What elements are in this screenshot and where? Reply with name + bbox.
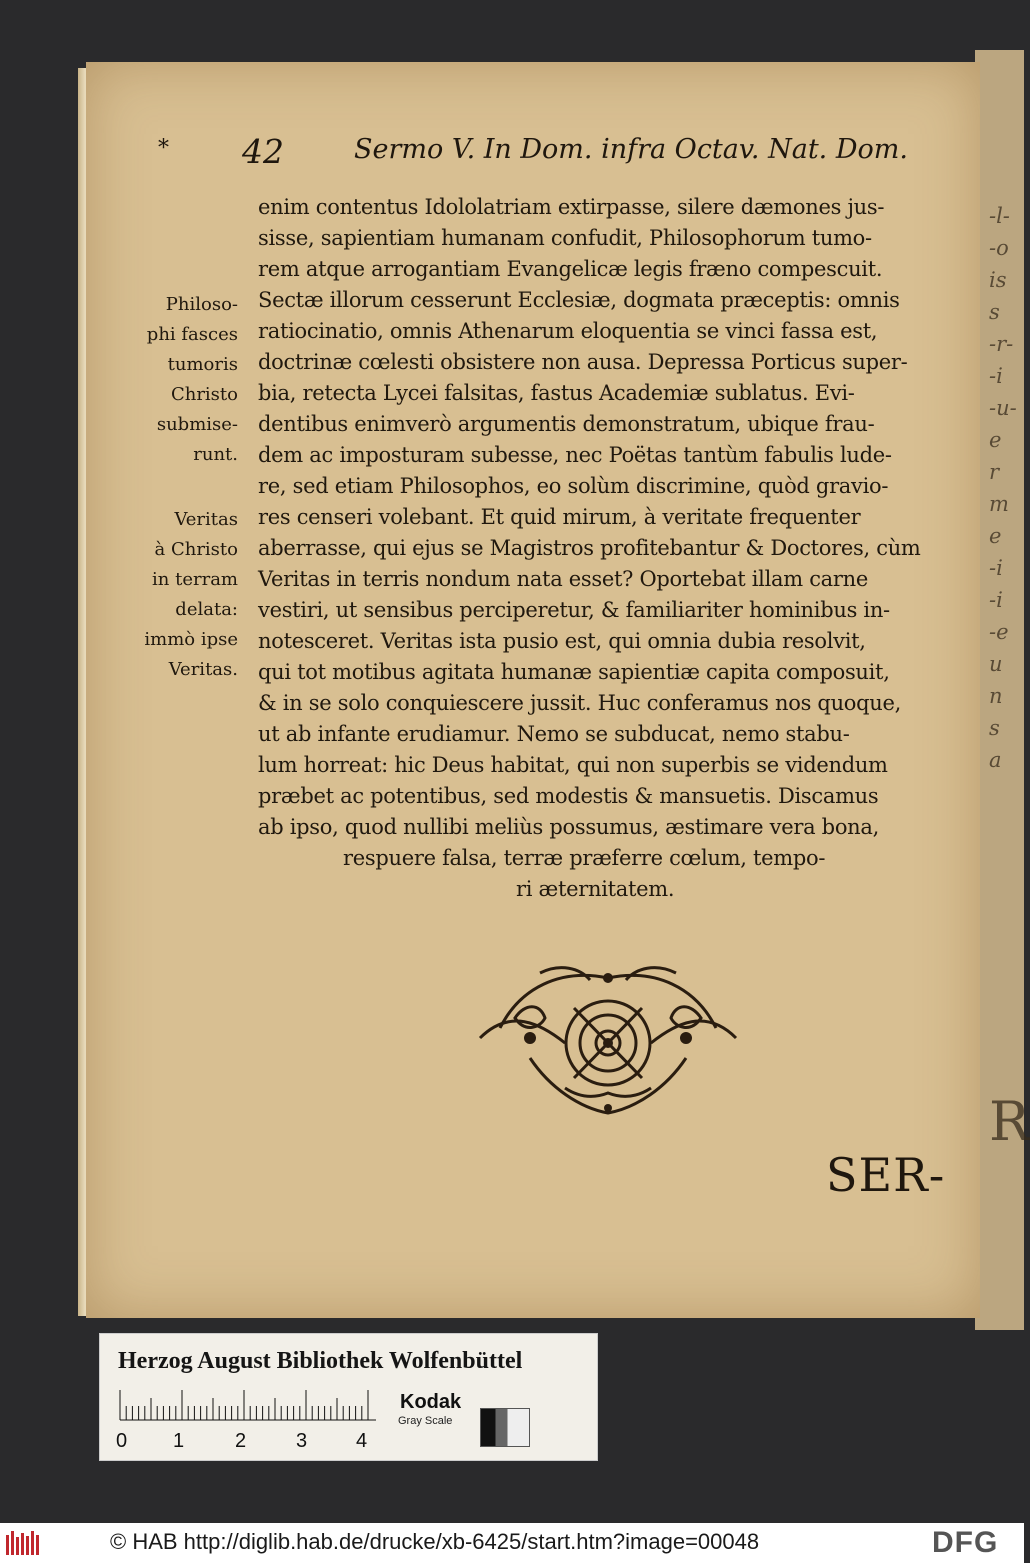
text-line: bia, retecta Lycei falsitas, fastus Academiæ sublatus. Evi- <box>258 381 855 405</box>
dfg-logo: DFG <box>932 1526 999 1559</box>
adjacent-text: is <box>989 268 1007 292</box>
adjacent-text: -r- <box>989 332 1014 356</box>
margin-note-line: tumoris <box>167 354 238 375</box>
text-line: Sectæ illorum cesserunt Ecclesiæ, dogmata præceptis: omnis <box>258 288 900 312</box>
adjacent-text: s <box>989 716 1000 740</box>
hab-logo-icon <box>6 1531 42 1555</box>
text-line: res censeri volebant. Et quid mirum, à veritate frequenter <box>258 505 861 529</box>
adjacent-catchword: R <box>989 1090 1030 1153</box>
text-line: dentibus enimverò argumentis demonstratum, ubique frau- <box>258 412 875 436</box>
text-line: qui tot motibus agitata humanæ sapientiæ capita composuit, <box>258 660 890 684</box>
ruler-label: 2 <box>235 1430 247 1452</box>
margin-note-line: immò ipse <box>144 629 238 650</box>
adjacent-text: e <box>989 524 1002 548</box>
adjacent-text: s <box>989 300 1000 324</box>
text-line: ut ab infante erudiamur. Nemo se subducat, nemo stabu- <box>258 722 850 746</box>
text-line: ratiocinatio, omnis Athenarum eloquentia se vinci fassa est, <box>258 319 878 343</box>
adjacent-text: -u- <box>989 396 1017 420</box>
text-line: sisse, sapientiam humanam confudit, Philosophorum tumo- <box>258 226 872 250</box>
asterisk-mark: * <box>158 136 169 161</box>
adjacent-text: e <box>989 428 1002 452</box>
margin-note-line: Christo <box>170 384 238 405</box>
page-number: 42 <box>242 132 284 171</box>
text-line: dem ac imposturam subesse, nec Poëtas tantùm fabulis lude- <box>258 443 892 467</box>
margin-note-line: Veritas <box>174 509 238 530</box>
ruler-icon <box>120 1390 376 1420</box>
closing-line: ri æternitatem. <box>516 877 675 901</box>
page-header <box>150 132 910 172</box>
text-line: lum horreat: hic Deus habitat, qui non superbis se videndum <box>258 753 888 777</box>
sermon-text <box>258 192 958 905</box>
text-line: doctrinæ cœlesti obsistere non ausa. Depressa Porticus super- <box>258 350 908 374</box>
ruler-label: 0 <box>116 1430 128 1452</box>
text-line: notesceret. Veritas ista pusio est, qui omnia dubia resolvit, <box>258 629 866 653</box>
gray-scale-label: Gray Scale <box>398 1415 453 1427</box>
printers-ornament-icon <box>470 948 746 1118</box>
margin-note-philosophi <box>130 290 238 470</box>
ruler-label: 4 <box>356 1430 368 1452</box>
text-line: rem atque arrogantiam Evangelicæ legis fræno compescuit. <box>258 257 883 281</box>
color-scale-card <box>99 1333 598 1461</box>
source-credit: © HAB http://diglib.hab.de/drucke/xb-6425/start.htm?image=00048 <box>110 1529 760 1554</box>
gray-swatch <box>480 1408 530 1447</box>
text-line: præbet ac potentibus, sed modestis & mansuetis. Discamus <box>258 784 879 808</box>
catchword: SER- <box>826 1148 946 1202</box>
adjacent-text: -e <box>989 620 1009 644</box>
running-title: Sermo V. In Dom. infra Octav. Nat. Dom. <box>354 134 908 165</box>
margin-note-line: Philoso- <box>165 294 238 315</box>
ruler-label: 3 <box>296 1430 308 1452</box>
adjacent-text: n <box>989 684 1003 708</box>
footer-bar <box>0 1523 1024 1563</box>
adjacent-text: r <box>989 460 1000 484</box>
library-name: Herzog August Bibliothek Wolfenbüttel <box>118 1348 523 1374</box>
text-line: & in se solo conquiescere jussit. Huc conferamus nos quoque, <box>258 691 902 715</box>
adjacent-text: m <box>989 492 1009 516</box>
closing-line: respuere falsa, terræ præferre cœlum, tempo- <box>343 846 826 870</box>
adjacent-text: -i <box>989 556 1003 580</box>
ruler-label: 1 <box>173 1430 185 1452</box>
margin-note-line: phi fasces <box>146 324 238 345</box>
margin-note-line: in terram <box>152 569 238 590</box>
kodak-logo: Kodak <box>400 1391 462 1413</box>
adjacent-text: u <box>989 652 1003 676</box>
margin-note-line: runt. <box>193 444 238 465</box>
margin-note-line: submise- <box>156 414 238 435</box>
text-line: re, sed etiam Philosophos, eo solùm discrimine, quòd gravio- <box>258 474 889 498</box>
text-line: enim contentus Idololatriam extirpasse, silere dæmones jus- <box>258 195 885 219</box>
text-line: ab ipso, quod nullibi meliùs possumus, æstimare vera bona, <box>258 815 879 839</box>
text-line: vestiri, ut sensibus perciperetur, & familiariter hominibus in- <box>258 598 890 622</box>
margin-note-line: à Christo <box>154 539 238 560</box>
margin-note-line: Veritas. <box>168 659 238 680</box>
margin-note-line: delata: <box>175 599 238 620</box>
adjacent-text: -i <box>989 364 1003 388</box>
adjacent-text: a <box>989 748 1002 772</box>
margin-note-veritas <box>130 505 238 685</box>
adjacent-text: -i <box>989 588 1003 612</box>
text-line: Veritas in terris nondum nata esset? Oportebat illam carne <box>258 567 868 591</box>
adjacent-text: -o <box>989 236 1009 260</box>
adjacent-page <box>975 50 1030 1330</box>
adjacent-text: -l- <box>989 204 1010 228</box>
text-line: aberrasse, qui ejus se Magistros profitebantur & Doctores, cùm <box>258 536 921 560</box>
